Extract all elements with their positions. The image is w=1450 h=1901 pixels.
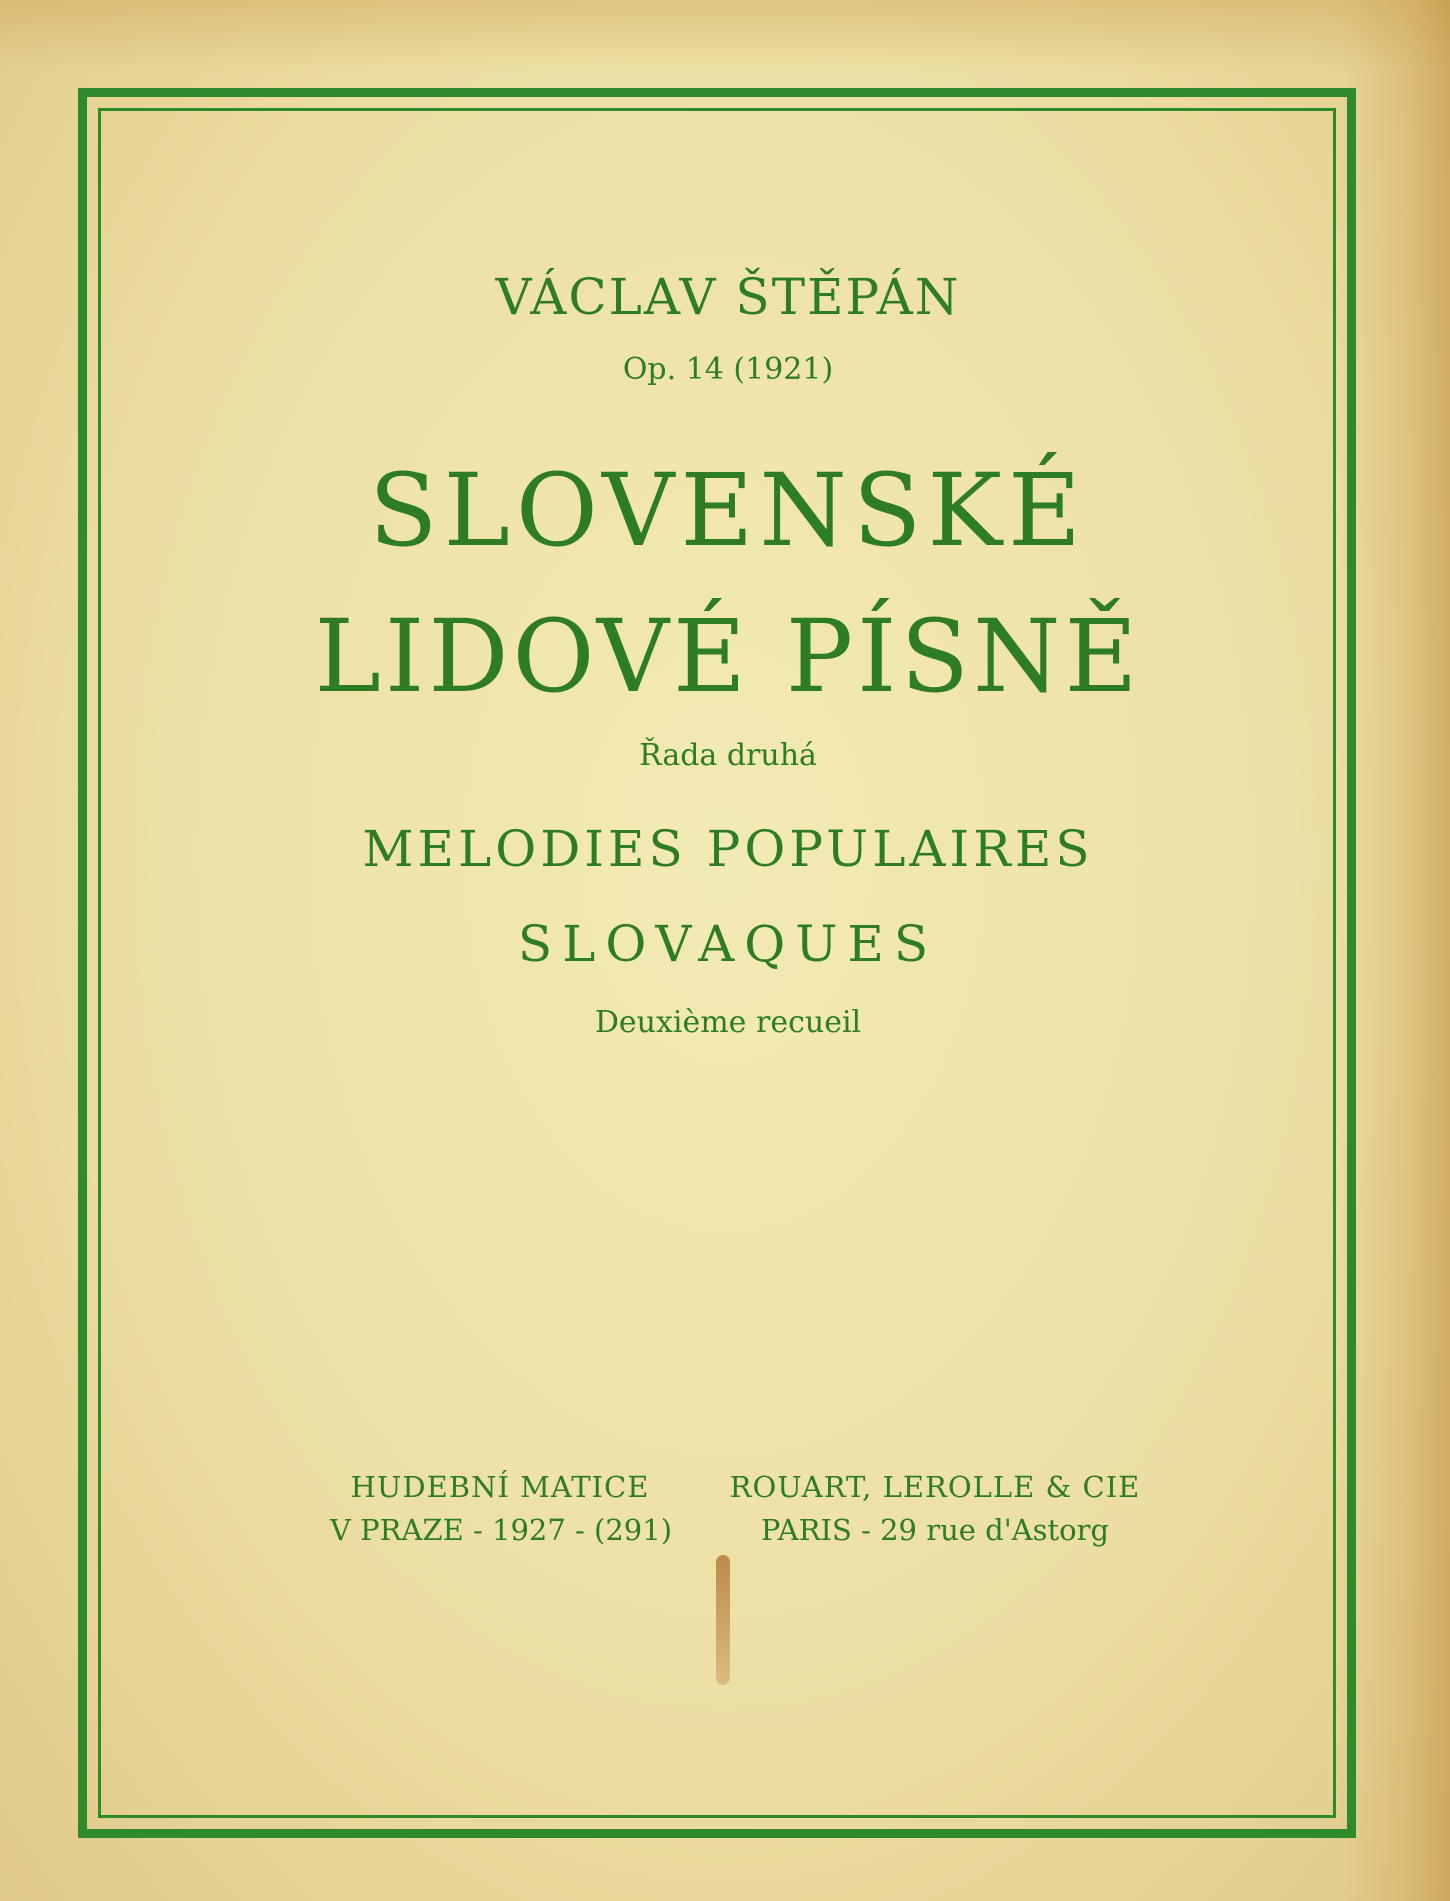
publisher-right-place: PARIS - 29 rue d'Astorg bbox=[760, 1513, 1110, 1547]
publisher-left-name: HUDEBNÍ MATICE bbox=[350, 1470, 650, 1504]
paper-stain-top bbox=[0, 0, 1450, 70]
publisher-right-name: ROUART, LEROLLE & CIE bbox=[729, 1470, 1141, 1504]
composer-name: VÁCLAV ŠTĚPÁN bbox=[495, 268, 961, 326]
french-title-line-2: SLOVAQUES bbox=[517, 915, 939, 973]
title-line-1: SLOVENSKÉ bbox=[368, 452, 1088, 569]
publisher-left-place: V PRAZE - 1927 - (291) bbox=[330, 1513, 673, 1547]
opus-number: Op. 14 (1921) bbox=[622, 352, 834, 387]
french-title-line-1: MELODIES POPULAIRES bbox=[362, 820, 1094, 878]
french-series-label: Deuxième recueil bbox=[594, 1005, 862, 1040]
title-line-2: LIDOVÉ PÍSNĚ bbox=[314, 598, 1142, 715]
paper-stain-spot bbox=[716, 1555, 730, 1685]
series-label: Řada druhá bbox=[639, 738, 817, 773]
